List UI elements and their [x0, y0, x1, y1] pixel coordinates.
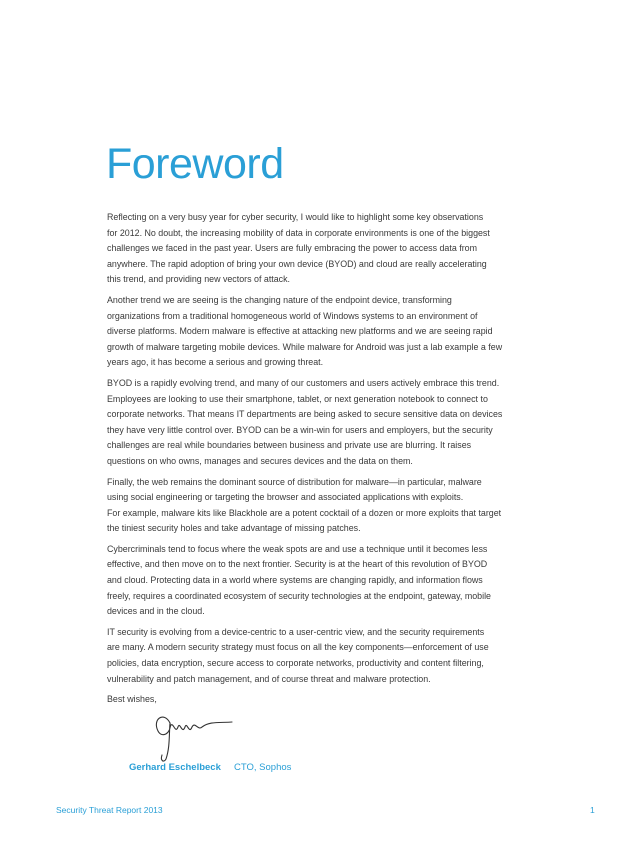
text-line: this trend, and providing new vectors of attack. — [107, 274, 291, 285]
text-line: Best wishes, — [107, 694, 157, 705]
text-line: Another trend we are seeing is the changing nature of the endpoint device, transforming — [107, 294, 452, 305]
text-line: freely, requires a coordinated ecosystem of security technologies at the endpoint, gateway, mobile — [107, 590, 491, 601]
paragraph — [107, 625, 537, 687]
text-line: diverse platforms. Modern malware is effective at attacking new platforms and we are seeing rapid — [107, 326, 493, 337]
text-line: corporate networks. That means IT departments are being asked to secure sensitive data on devices — [107, 409, 503, 420]
text-line: questions on who owns, manages and secures devices and the data on them. — [107, 455, 413, 466]
signatory-name: Gerhard Eschelbeck — [129, 762, 221, 773]
text-line: are many. A modern security strategy must focus on all the key components—enforcement of use — [107, 642, 489, 653]
text-line: Employees are looking to use their smartphone, tablet, or next generation notebook to connect to — [107, 393, 488, 404]
text-line: using social engineering or targeting the browser and associated applications with exploits. — [107, 492, 464, 503]
text-line: Finally, the web remains the dominant source of distribution for malware—in particular, malware — [107, 476, 482, 487]
signatory-role: CTO, Sophos — [234, 762, 292, 773]
page-number: 1 — [590, 805, 595, 815]
text-line: devices and in the cloud. — [107, 606, 205, 617]
paragraph — [107, 376, 537, 470]
text-line: Cybercriminals tend to focus where the weak spots are and use a technique until it becomes less — [107, 543, 488, 554]
text-line: For example, malware kits like Blackhole are a potent cocktail of a dozen or more exploits that target — [107, 507, 502, 518]
text-line: they have very little control over. BYOD can be a win-win for users and employers, but the security — [107, 424, 493, 435]
text-line: organizations from a traditional homogeneous world of Windows systems to an environment of — [107, 310, 478, 321]
footer-report-title: Security Threat Report 2013 — [56, 805, 163, 815]
text-line: BYOD is a rapidly evolving trend, and many of our customers and users actively embrace this trend. — [107, 377, 500, 388]
page-title: Foreword — [106, 140, 284, 188]
text-line: anywhere. The rapid adoption of bring your own device (BYOD) and cloud are really accelerating — [107, 258, 487, 269]
text-line: effective, and then move on to the next frontier. Security is at the heart of this revolution of BYOD — [107, 559, 488, 570]
paragraph — [107, 210, 537, 288]
text-line: growth of malware targeting mobile devices. While malware for Android was just a lab example a few — [107, 341, 503, 352]
paragraph — [107, 475, 537, 537]
text-line: challenges are real while boundaries between business and private use are blurring. It raises — [107, 440, 472, 451]
text-line: vulnerability and patch management, and of course threat and malware protection. — [107, 673, 431, 684]
text-line: IT security is evolving from a device-centric to a user-centric view, and the security requirements — [107, 626, 485, 637]
text-line: policies, data encryption, secure access to corporate networks, productivity and content filtering, — [107, 658, 484, 669]
text-line: years ago, it has become a serious and growing threat. — [107, 357, 324, 368]
text-line: for 2012. No doubt, the increasing mobility of data in corporate environments is one of the biggest — [107, 227, 490, 238]
text-line: challenges we faced in the past year. Users are fully embracing the power to access data from — [107, 243, 477, 254]
foreword-body — [107, 210, 537, 713]
handwritten-signature — [140, 705, 240, 765]
text-line: Reflecting on a very busy year for cyber security, I would like to highlight some key observations — [107, 212, 484, 222]
paragraph — [107, 542, 537, 620]
text-line: and cloud. Protecting data in a world where systems are changing rapidly, and information flows — [107, 575, 483, 586]
text-line: the tiniest security holes and take advantage of missing patches. — [107, 523, 361, 534]
paragraph — [107, 293, 537, 371]
